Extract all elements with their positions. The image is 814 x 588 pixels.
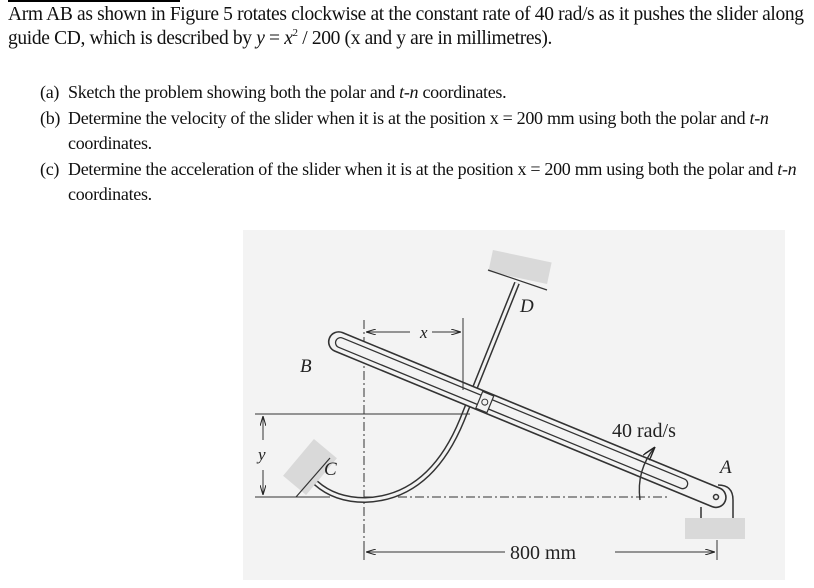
angular-rate-label: 40 rad/s — [612, 420, 676, 442]
intro-text: Arm AB as shown in Figure 5 rotates clockwise at the constant rate of 40 rad/s as it pushes the slider along guide CD, which is described by — [8, 4, 804, 49]
support-D — [488, 250, 551, 284]
distance-label: 800 mm — [510, 542, 577, 564]
equation-y: y — [256, 27, 265, 49]
item-text: Sketch the problem showing both the polar and t-n coordinates. — [68, 82, 507, 102]
item-text: Determine the velocity of the slider when it is at the position x = 200 mm using both the polar and t-n coordinates. — [68, 107, 769, 153]
equation-equals: = — [264, 27, 285, 49]
intro-text-end: (x and y are in millimetres). — [340, 27, 553, 49]
label-C: C — [324, 459, 337, 480]
equation-x: x — [284, 27, 293, 49]
label-B: B — [300, 356, 312, 377]
label-D: D — [520, 296, 534, 317]
label-y: y — [258, 445, 266, 464]
equation-exponent: 2 — [292, 26, 298, 39]
support-A — [685, 518, 745, 539]
equation-rest: / 200 — [297, 27, 341, 49]
label-A: A — [720, 457, 732, 478]
item-label: (b) — [40, 107, 61, 128]
item-text: Determine the acceleration of the slider when it is at the position x = 200 mm using both the polar and t-n coordinates. — [68, 158, 797, 204]
label-x: x — [420, 323, 428, 342]
item-label: (a) — [40, 82, 60, 102]
item-label: (c) — [40, 158, 60, 179]
